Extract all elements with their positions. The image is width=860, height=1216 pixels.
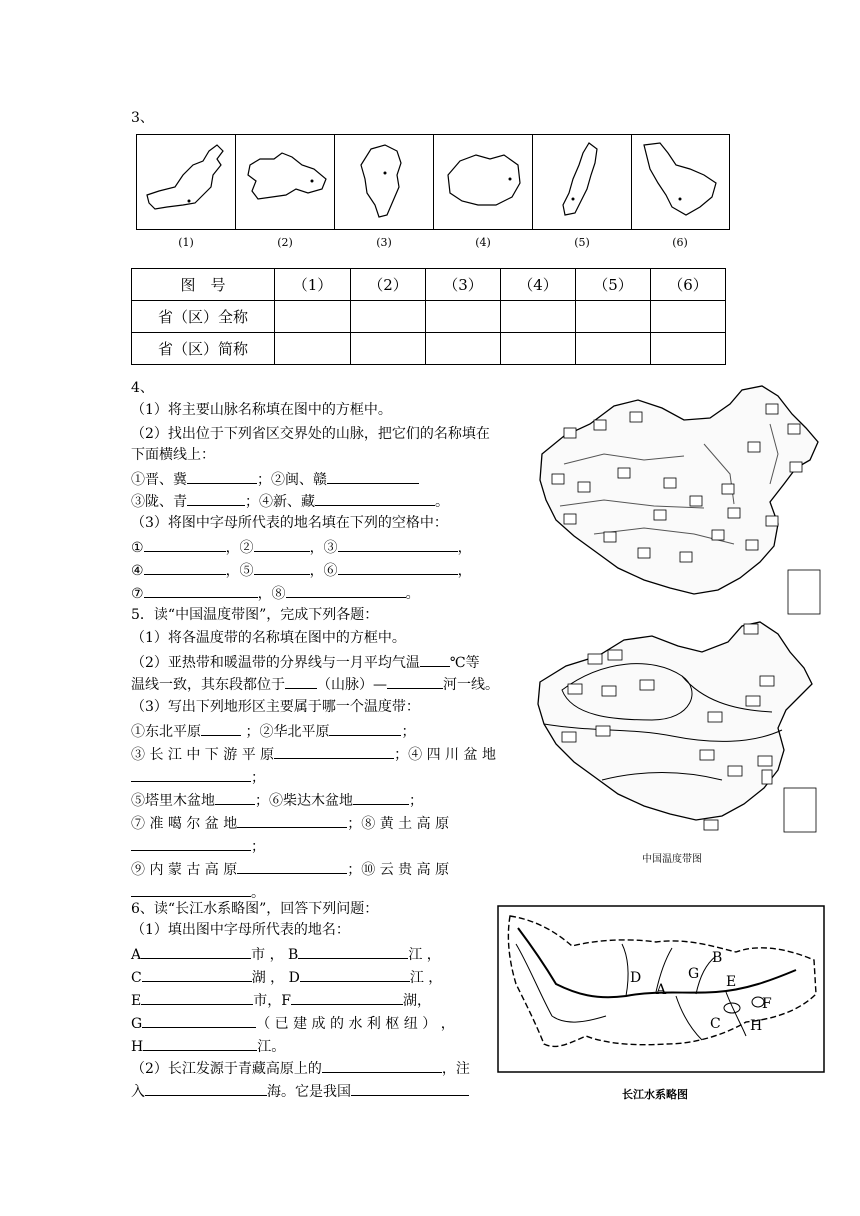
q5-l5a: ①东北平原 bbox=[131, 724, 201, 740]
map-letter-c: C bbox=[710, 1016, 721, 1032]
q4-line-4 bbox=[131, 468, 419, 490]
q5-l8c: ； bbox=[409, 793, 423, 809]
q4-line-9 bbox=[131, 582, 420, 604]
q5-line-5 bbox=[131, 720, 415, 742]
q3-number: 3、 bbox=[131, 110, 154, 126]
q6-l3a: C bbox=[131, 970, 142, 986]
q5-line-11 bbox=[131, 858, 449, 880]
answer-blank[interactable] bbox=[291, 989, 403, 1005]
q5-l5c: ； bbox=[401, 724, 416, 740]
q5-line-8 bbox=[131, 789, 423, 811]
table-header-cell: 图 号 bbox=[132, 269, 275, 301]
q5-l6b: ；④ 四 川 盆 地 bbox=[394, 747, 496, 763]
map-letter-f: F bbox=[762, 996, 772, 1012]
answer-cell[interactable] bbox=[651, 301, 726, 333]
answer-blank[interactable] bbox=[298, 943, 408, 959]
answer-blank[interactable] bbox=[329, 720, 401, 736]
shape-label-4: (4) bbox=[475, 236, 491, 249]
table-row bbox=[132, 301, 726, 333]
q6-l3b: 湖 ， D bbox=[251, 970, 300, 986]
shape-panel-4 bbox=[433, 134, 533, 230]
answer-blank[interactable] bbox=[387, 673, 443, 689]
q5-l8a: ⑤塔里木盆地 bbox=[131, 793, 215, 809]
q5-line-4: （3）写出下列地形区主要属于哪一个温度带： bbox=[131, 699, 420, 715]
q6-l4c: 湖， bbox=[402, 993, 431, 1009]
q4-l9a: ⑦ bbox=[131, 586, 144, 602]
q5-l3b: （山脉）— bbox=[317, 677, 387, 693]
q5-line-1: （1）将各温度带的名称填在图中的方框中。 bbox=[131, 630, 406, 646]
q4-line-2: （2）找出位于下列省区交界处的山脉，把它们的名称填在 bbox=[131, 426, 490, 442]
table-row-label: 省（区）全称 bbox=[132, 301, 275, 333]
yangtze-river-map bbox=[496, 904, 828, 1078]
q6-l6a: H bbox=[131, 1039, 144, 1055]
q5-title: 5．读“中国温度带图”，完成下列各题： bbox=[131, 607, 379, 623]
q4-line-8 bbox=[131, 559, 472, 581]
answer-blank[interactable] bbox=[141, 989, 253, 1005]
answer-blank[interactable] bbox=[144, 559, 226, 575]
q4-l9c: 。 bbox=[405, 586, 420, 602]
table-row bbox=[132, 333, 726, 365]
q4-l7c: ，③ bbox=[309, 540, 338, 556]
table-header-cell: （3） bbox=[426, 269, 501, 301]
answer-blank[interactable] bbox=[131, 766, 251, 782]
answer-blank[interactable] bbox=[201, 720, 241, 736]
q5-l2b: ℃等 bbox=[449, 655, 480, 671]
q5-l7a: ； bbox=[251, 770, 265, 786]
answer-cell[interactable] bbox=[351, 301, 426, 333]
q6-l5a: G bbox=[131, 1016, 143, 1032]
answer-blank[interactable] bbox=[131, 835, 251, 851]
answer-blank[interactable] bbox=[187, 490, 245, 506]
q6-line-2 bbox=[131, 943, 441, 965]
table-header-cell: （6） bbox=[651, 269, 726, 301]
map-letter-g: G bbox=[688, 966, 700, 982]
answer-cell[interactable] bbox=[501, 301, 576, 333]
q6-line-6 bbox=[131, 1035, 285, 1057]
q6-l7a: （2）长江发源于青藏高原上的 bbox=[131, 1061, 322, 1077]
shape-panel-3 bbox=[334, 134, 434, 230]
answer-cell[interactable] bbox=[576, 333, 651, 365]
answer-blank[interactable] bbox=[300, 966, 410, 982]
map-letter-a: A bbox=[656, 982, 667, 998]
temperature-map-caption: 中国温度带图 bbox=[642, 854, 702, 865]
q4-l5c: 。 bbox=[435, 494, 449, 510]
answer-blank[interactable] bbox=[187, 468, 257, 484]
q4-l8a: ④ bbox=[131, 563, 144, 579]
q5-l6a: ③ 长 江 中 下 游 平 原 bbox=[131, 747, 275, 763]
q5-l3a: 温线一致，其东段都位于 bbox=[131, 677, 285, 693]
answer-cell[interactable] bbox=[275, 333, 351, 365]
map-letter-e: E bbox=[726, 974, 737, 990]
q6-l7b: ，注 bbox=[441, 1061, 470, 1077]
answer-blank[interactable] bbox=[315, 490, 435, 506]
q6-l8b: 海。它是我国 bbox=[267, 1084, 351, 1100]
q4-number: 4、 bbox=[131, 380, 154, 396]
q5-l5b: ；②华北平原 bbox=[241, 724, 330, 740]
answer-cell[interactable] bbox=[576, 301, 651, 333]
answer-blank[interactable] bbox=[322, 1057, 442, 1073]
q5-line-9 bbox=[131, 812, 449, 834]
answer-blank[interactable] bbox=[143, 1035, 257, 1051]
answer-cell[interactable] bbox=[351, 333, 426, 365]
q5-l8b: ；⑥柴达木盆地 bbox=[255, 793, 353, 809]
q6-l4a: E bbox=[131, 993, 142, 1009]
shape-label-3: (3) bbox=[376, 236, 392, 249]
q4-l4a: ①晋、冀 bbox=[131, 472, 187, 488]
q4-l9b: ，⑧ bbox=[257, 586, 286, 602]
q4-l8b: ，⑤ bbox=[225, 563, 254, 579]
q4-l5b: ；④新、藏 bbox=[245, 494, 315, 510]
q4-l4b: ；②闽、赣 bbox=[257, 472, 327, 488]
answer-blank[interactable] bbox=[286, 582, 406, 598]
q6-line-4 bbox=[131, 989, 431, 1011]
q5-l9b: ；⑧ 黄 土 高 原 bbox=[347, 816, 450, 832]
shape-label-6: (6) bbox=[672, 236, 688, 249]
map-letter-d: D bbox=[630, 970, 642, 986]
q5-l3c: 河一线。 bbox=[443, 677, 499, 693]
q6-line-1: （1）填出图中字母所代表的地名： bbox=[131, 922, 350, 938]
q4-line-3: 下面横线上： bbox=[131, 447, 215, 463]
q4-line-1: （1）将主要山脉名称填在图中的方框中。 bbox=[131, 402, 392, 418]
q6-line-3 bbox=[131, 966, 442, 988]
q4-line-7 bbox=[131, 536, 472, 558]
answer-blank[interactable] bbox=[285, 673, 317, 689]
q6-line-7 bbox=[131, 1057, 470, 1079]
shape-label-1: (1) bbox=[178, 236, 194, 249]
q6-l3c: 江 ， bbox=[409, 970, 443, 986]
q5-line-6 bbox=[131, 743, 496, 765]
q5-l11a: ⑨ 内 蒙 古 高 原 bbox=[131, 862, 238, 878]
q6-l2b: 市 ， B bbox=[251, 947, 299, 963]
shape-label-2: (2) bbox=[277, 236, 293, 249]
answer-blank[interactable] bbox=[254, 559, 310, 575]
q5-line-3 bbox=[131, 673, 499, 695]
q4-l8c: ，⑥ bbox=[309, 563, 338, 579]
answer-blank[interactable] bbox=[351, 1080, 469, 1096]
answer-cell[interactable] bbox=[651, 333, 726, 365]
table-header-row bbox=[132, 269, 726, 301]
q6-l5b: （ 已 建 成 的 水 利 枢 纽 ） ， bbox=[256, 1016, 455, 1032]
q5-line-2 bbox=[131, 651, 480, 673]
answer-cell[interactable] bbox=[426, 301, 501, 333]
answer-blank[interactable] bbox=[237, 812, 347, 828]
q4-l7b: ，② bbox=[225, 540, 254, 556]
answer-cell[interactable] bbox=[501, 333, 576, 365]
q4-l5a: ③陇、青 bbox=[131, 494, 187, 510]
shape-panel-5 bbox=[532, 134, 632, 230]
table-row-label: 省（区）简称 bbox=[132, 333, 275, 365]
answer-cell[interactable] bbox=[426, 333, 501, 365]
temperature-zones-map bbox=[532, 620, 824, 836]
shape-panel-6 bbox=[631, 134, 730, 230]
q4-l7a: ① bbox=[131, 540, 144, 556]
table-header-cell: （2） bbox=[351, 269, 426, 301]
answer-blank[interactable] bbox=[142, 966, 252, 982]
answer-cell[interactable] bbox=[275, 301, 351, 333]
q6-line-5 bbox=[131, 1012, 455, 1034]
shape-label-5: (5) bbox=[574, 236, 590, 249]
q4-line-5 bbox=[131, 490, 449, 512]
q4-l7d: ， bbox=[457, 540, 472, 556]
q4-line-6: （3）将图中字母所代表的地名填在下列的空格中： bbox=[131, 515, 448, 531]
answer-blank[interactable] bbox=[144, 536, 226, 552]
answer-blank[interactable] bbox=[327, 468, 419, 484]
q5-l9a: ⑦ 准 噶 尔 盆 地 bbox=[131, 816, 238, 832]
q5-l12a: 。 bbox=[251, 885, 265, 901]
q4-l8d: ， bbox=[457, 563, 472, 579]
q6-title: 6、读“长江水系略图”，回答下列问题： bbox=[131, 901, 379, 917]
map-letter-b: B bbox=[712, 950, 723, 966]
q5-l2a: （2）亚热带和暖温带的分界线与一月平均气温 bbox=[131, 655, 420, 671]
q6-l2a: A bbox=[131, 947, 142, 963]
q6-line-8 bbox=[131, 1080, 469, 1102]
answer-blank[interactable] bbox=[141, 943, 251, 959]
answer-blank[interactable] bbox=[142, 1012, 256, 1028]
table-header-cell: （4） bbox=[501, 269, 576, 301]
province-table bbox=[131, 268, 726, 365]
answer-blank[interactable] bbox=[420, 651, 450, 667]
answer-blank[interactable] bbox=[338, 559, 458, 575]
china-mountains-map bbox=[534, 384, 826, 620]
q5-line-7 bbox=[131, 766, 265, 788]
shape-panel-1 bbox=[136, 134, 236, 230]
q5-l11b: ；⑩ 云 贵 高 原 bbox=[347, 862, 450, 878]
province-shapes-figure bbox=[136, 134, 730, 254]
answer-blank[interactable] bbox=[254, 536, 310, 552]
answer-blank[interactable] bbox=[215, 789, 255, 805]
answer-blank[interactable] bbox=[353, 789, 409, 805]
answer-blank[interactable] bbox=[237, 858, 347, 874]
q5-line-10 bbox=[131, 835, 265, 857]
q5-l10a: ； bbox=[251, 839, 265, 855]
q6-l2c: 江 ， bbox=[408, 947, 441, 963]
answer-blank[interactable] bbox=[338, 536, 458, 552]
table-header-cell: （5） bbox=[576, 269, 651, 301]
answer-blank[interactable] bbox=[145, 1080, 267, 1096]
answer-blank[interactable] bbox=[144, 582, 258, 598]
shape-panel-2 bbox=[235, 134, 335, 230]
table-header-cell: （1） bbox=[275, 269, 351, 301]
q6-l6b: 江。 bbox=[257, 1039, 286, 1055]
yangtze-map-caption: 长江水系略图 bbox=[622, 1088, 688, 1101]
answer-blank[interactable] bbox=[131, 881, 251, 897]
q6-l4b: 市，F bbox=[253, 993, 291, 1009]
map-letter-h: H bbox=[750, 1018, 763, 1034]
answer-blank[interactable] bbox=[274, 743, 394, 759]
q6-l8a: 入 bbox=[131, 1084, 145, 1100]
